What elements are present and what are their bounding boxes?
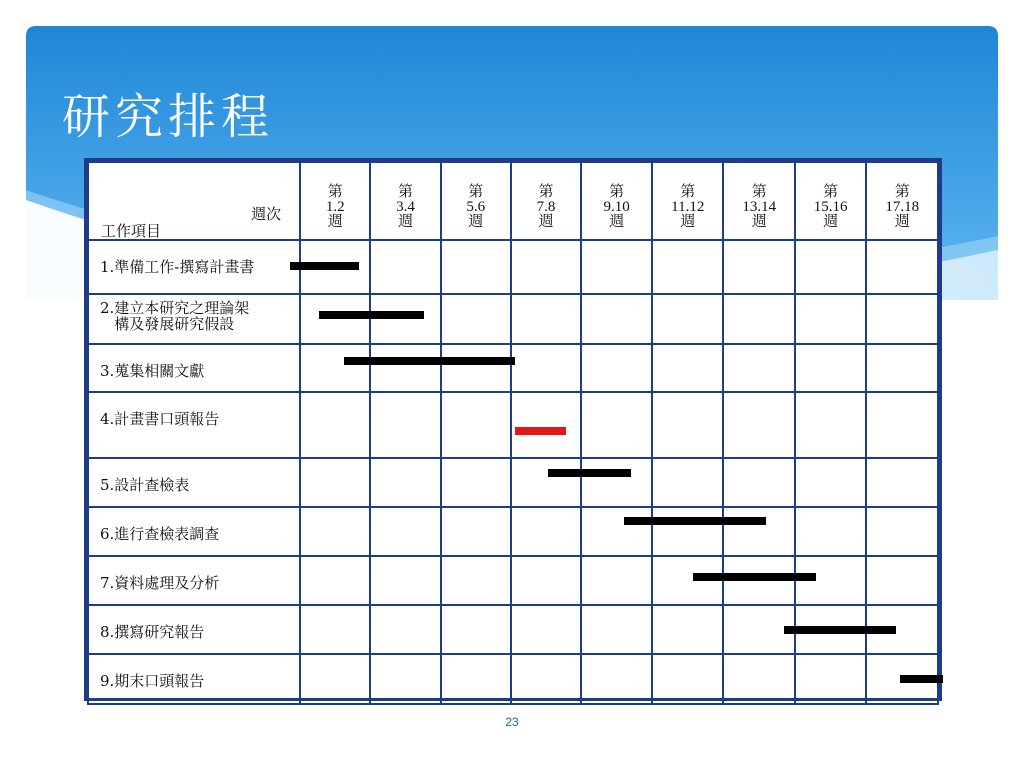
schedule-cell xyxy=(370,654,440,704)
schedule-cell xyxy=(723,654,794,704)
task-row xyxy=(88,458,938,507)
schedule-cell xyxy=(370,507,440,556)
schedule-cell xyxy=(441,654,511,704)
task-name-cell xyxy=(88,507,300,556)
week-range: 5.6 xyxy=(466,199,486,215)
task-name-cell xyxy=(88,556,300,605)
week-range: 11.12 xyxy=(671,199,705,215)
week-header-1 xyxy=(300,162,370,240)
task-name: 4.計畫書口頭報告 xyxy=(100,410,220,428)
week-suffix: 週 xyxy=(468,214,484,230)
week-range: 3.4 xyxy=(396,199,415,215)
week-suffix: 週 xyxy=(609,214,625,230)
task-row xyxy=(88,605,938,654)
schedule-cell xyxy=(511,458,581,507)
page-number: 23 xyxy=(505,715,519,729)
schedule-table xyxy=(87,161,939,705)
schedule-cell xyxy=(511,294,581,344)
week-range: 9.10 xyxy=(603,199,630,215)
schedule-cell xyxy=(723,507,794,556)
schedule-cell xyxy=(795,392,866,458)
schedule-cell xyxy=(652,344,723,392)
task-row xyxy=(88,392,938,458)
schedule-cell xyxy=(300,507,370,556)
task-name-continued: 構及發展研究假設 xyxy=(100,315,235,333)
schedule-cell xyxy=(795,507,866,556)
schedule-cell xyxy=(795,605,866,654)
week-range: 7.8 xyxy=(536,199,556,215)
schedule-cell xyxy=(370,605,440,654)
schedule-cell xyxy=(511,240,581,294)
corner-cell xyxy=(88,162,300,240)
task-name-cell xyxy=(88,392,300,458)
task-name-cell xyxy=(88,605,300,654)
week-range: 17.18 xyxy=(885,199,920,215)
schedule-cell xyxy=(581,392,652,458)
schedule-cell xyxy=(795,458,866,507)
schedule-cell xyxy=(441,507,511,556)
task-row xyxy=(88,507,938,556)
schedule-cell xyxy=(652,240,723,294)
corner-week-label: 週次 xyxy=(251,205,282,223)
schedule-cell xyxy=(300,605,370,654)
task-name: 9.期末口頭報告 xyxy=(100,672,205,690)
schedule-cell xyxy=(723,344,794,392)
task-name: 1.準備工作-撰寫計畫書 xyxy=(100,258,255,276)
schedule-cell xyxy=(866,556,938,605)
schedule-cell xyxy=(795,654,866,704)
header-row xyxy=(88,162,938,240)
week-prefix: 第 xyxy=(327,184,343,200)
schedule-cell xyxy=(441,556,511,605)
schedule-cell xyxy=(652,458,723,507)
schedule-cell xyxy=(581,294,652,344)
schedule-cell xyxy=(441,458,511,507)
week-prefix: 第 xyxy=(468,184,484,200)
schedule-cell xyxy=(866,294,938,344)
schedule-cell xyxy=(370,294,440,344)
schedule-cell xyxy=(441,240,511,294)
schedule-cell xyxy=(795,556,866,605)
schedule-cell xyxy=(300,654,370,704)
task-name: 7.資料處理及分析 xyxy=(100,574,220,592)
schedule-cell xyxy=(581,240,652,294)
task-row xyxy=(88,294,938,344)
schedule-cell xyxy=(441,392,511,458)
schedule-cell xyxy=(300,392,370,458)
schedule-cell xyxy=(511,344,581,392)
task-name-cell xyxy=(88,344,300,392)
week-header-9 xyxy=(866,162,938,240)
task-name-cell xyxy=(88,458,300,507)
schedule-cell xyxy=(866,344,938,392)
schedule-cell xyxy=(723,556,794,605)
schedule-cell xyxy=(300,294,370,344)
week-header-3 xyxy=(441,162,511,240)
schedule-cell xyxy=(441,344,511,392)
schedule-cell xyxy=(652,507,723,556)
week-suffix: 週 xyxy=(327,214,343,230)
task-name-cell xyxy=(88,294,300,344)
task-row xyxy=(88,654,938,704)
task-name: 3.蒐集相關文獻 xyxy=(100,362,205,380)
week-suffix: 週 xyxy=(538,214,554,230)
schedule-table-body xyxy=(88,162,938,704)
week-header-6 xyxy=(652,162,723,240)
schedule-cell xyxy=(866,392,938,458)
schedule-table-frame xyxy=(84,158,942,701)
schedule-cell xyxy=(723,392,794,458)
slide-title: 研究排程 xyxy=(62,89,275,145)
week-header-5 xyxy=(581,162,652,240)
week-prefix: 第 xyxy=(894,184,910,200)
schedule-cell xyxy=(723,605,794,654)
schedule-cell xyxy=(370,458,440,507)
week-prefix: 第 xyxy=(680,184,696,200)
schedule-cell xyxy=(370,392,440,458)
schedule-cell xyxy=(581,344,652,392)
schedule-cell xyxy=(866,507,938,556)
schedule-cell xyxy=(511,556,581,605)
schedule-cell xyxy=(441,605,511,654)
schedule-cell xyxy=(581,654,652,704)
task-row xyxy=(88,556,938,605)
schedule-cell xyxy=(581,556,652,605)
week-suffix: 週 xyxy=(680,214,696,230)
schedule-cell xyxy=(723,458,794,507)
schedule-cell xyxy=(866,458,938,507)
week-suffix: 週 xyxy=(894,214,910,230)
week-range: 1.2 xyxy=(325,199,345,215)
schedule-cell xyxy=(652,654,723,704)
schedule-cell xyxy=(652,392,723,458)
task-name: 8.撰寫研究報告 xyxy=(100,623,205,641)
week-header-2 xyxy=(370,162,440,240)
schedule-cell xyxy=(370,240,440,294)
schedule-cell xyxy=(370,344,440,392)
week-range: 13.14 xyxy=(742,199,777,215)
week-prefix: 第 xyxy=(609,184,625,200)
schedule-cell xyxy=(511,654,581,704)
schedule-cell xyxy=(581,605,652,654)
task-name-cell xyxy=(88,240,300,294)
week-suffix: 週 xyxy=(751,214,767,230)
week-suffix: 週 xyxy=(397,214,413,230)
task-row xyxy=(88,240,938,294)
week-header-4 xyxy=(511,162,581,240)
schedule-cell xyxy=(300,458,370,507)
schedule-cell xyxy=(511,605,581,654)
week-prefix: 第 xyxy=(823,184,839,200)
task-name: 6.進行查檢表調查 xyxy=(100,525,220,543)
schedule-cell xyxy=(795,344,866,392)
schedule-cell xyxy=(441,294,511,344)
schedule-cell xyxy=(866,240,938,294)
schedule-cell xyxy=(652,294,723,344)
schedule-cell xyxy=(652,605,723,654)
task-name: 5.設計查檢表 xyxy=(100,476,190,494)
week-prefix: 第 xyxy=(751,184,767,200)
schedule-cell xyxy=(581,458,652,507)
schedule-cell xyxy=(652,556,723,605)
schedule-cell xyxy=(581,507,652,556)
task-row xyxy=(88,344,938,392)
schedule-cell xyxy=(511,392,581,458)
week-header-8 xyxy=(795,162,866,240)
week-range: 15.16 xyxy=(813,199,848,215)
schedule-cell xyxy=(300,344,370,392)
schedule-cell xyxy=(723,240,794,294)
corner-task-label: 工作項目 xyxy=(101,222,162,240)
schedule-cell xyxy=(370,556,440,605)
schedule-cell xyxy=(723,294,794,344)
week-header-7 xyxy=(723,162,794,240)
schedule-cell xyxy=(511,507,581,556)
schedule-cell xyxy=(795,294,866,344)
week-prefix: 第 xyxy=(397,184,413,200)
task-name: 2.建立本研究之理論架 xyxy=(100,299,250,317)
schedule-cell xyxy=(300,556,370,605)
week-suffix: 週 xyxy=(823,214,839,230)
schedule-cell xyxy=(866,654,938,704)
week-prefix: 第 xyxy=(538,184,554,200)
schedule-cell xyxy=(795,240,866,294)
task-name-cell xyxy=(88,654,300,704)
schedule-cell xyxy=(300,240,370,294)
schedule-cell xyxy=(866,605,938,654)
